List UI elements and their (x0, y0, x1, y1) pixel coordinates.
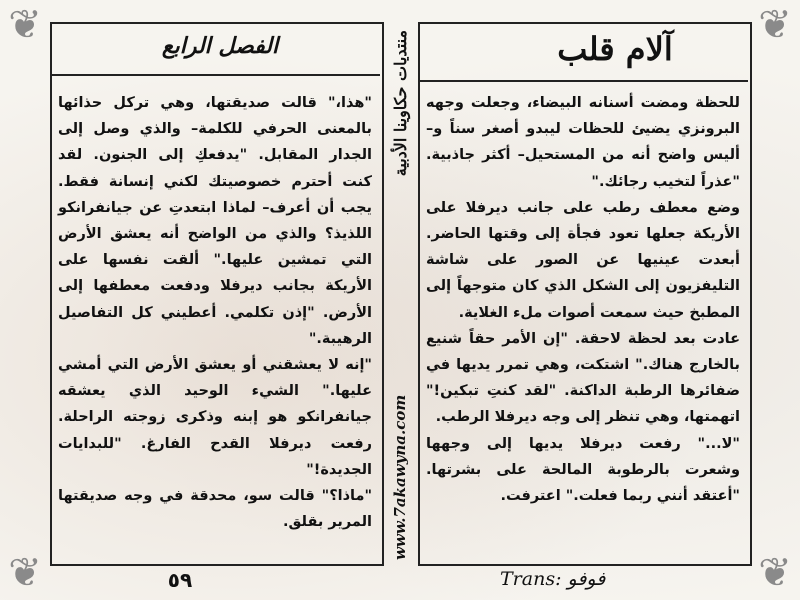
right-page-title: آلام قلب (557, 30, 673, 68)
right-paragraph: "لا..." رفعت ديرفلا يديها إلى وجهها وشعرت بالرطوبة المالحة على بشرتها. "أعتقد أنني ربما فعلت." اعترفت. (426, 435, 740, 505)
corner-ornament-bottom-right: ❦ (758, 550, 792, 596)
left-paragraph: "إنه لا يعشقني أو يعشق الأرض التي أمشي عليها." الشيء الوحيد الذي يعشقه جيانفرانكو هو إبنه وذكرى زوجته الراحلة. رفعت ديرفلا القدح الفارغ. "للبدايات الجديدة!" (58, 357, 372, 478)
website-watermark[interactable]: www.7akawyna.com (391, 394, 409, 560)
left-paragraph: "هذا،" قالت صديقتها، وهي تركل حذائها بالمعنى الحرفي للكلمة– والذي وصل إلى الجدار المقابل. "يدفعكِ إلى الجنون. لقد كنت أحترم خصوصيتك لكني إنسانة فقط. يجب أن أعرف– لماذا ابتعدتِ عن جيانفرانكو اللذيذ؟ والذي من الواضح أنه يعشق الأرض التي تمشين عليها." ألقت نفسها على الأريكة بجانب ديرفلا ودفعت معطفها إلى الأرض. "إذن تكلمي. أعطيني كل التفاصيل الرهيبة." (58, 95, 372, 347)
forum-name: منتديات حكاوينا الأدبية (390, 30, 410, 177)
right-paragraph: وضع معطف رطب على جانب ديرفلا على الأريكة جعلها تعود فجأة إلى وقتها الحاضر. أبعدت عينيها عن الصور على شاشة التليفزيون إلى الشكل الذي كان متوجهاً إلى المطبخ حيث سمعت أصوات ملء الغلاية. (426, 199, 740, 321)
right-page-body (426, 90, 740, 560)
left-page-title: الفصل الرابع (161, 33, 279, 59)
right-header-divider (420, 80, 748, 82)
right-paragraph: عادت بعد لحظة لاحقة. "إن الأمر حقاً شنيع بالخارج هناك." اشتكت، وهي تمرر يديها في ضفائرها الرطبة الداكنة. "لقد كنتِ تبكين!" اتهمتها، وهي تنظر إلى وجه ديرفلا الرطب. (426, 330, 740, 426)
left-page-body (58, 90, 372, 560)
right-paragraph: للحظة ومضت أسنانه البيضاء، وجعلت وجهه البرونزي يضيئ للحظات ليبدو أصغر سناً و– أليس واضح أنه من المستحيل– أكثر جاذبية. "عذراً لتخيب رجائك." (426, 95, 740, 190)
spine-text (382, 30, 418, 560)
page-number: ٥٩ (167, 568, 193, 592)
corner-ornament-top-left: ❦ (8, 2, 42, 48)
translator-credit: Trans: فوفو (500, 568, 606, 590)
left-paragraph: "ماذا؟" قالت سو، محدقة في وجه صديقتها المرير بقلق. (58, 488, 372, 531)
corner-ornament-bottom-left: ❦ (8, 550, 42, 596)
left-header-divider (52, 74, 380, 76)
corner-ornament-top-right: ❦ (758, 2, 792, 48)
